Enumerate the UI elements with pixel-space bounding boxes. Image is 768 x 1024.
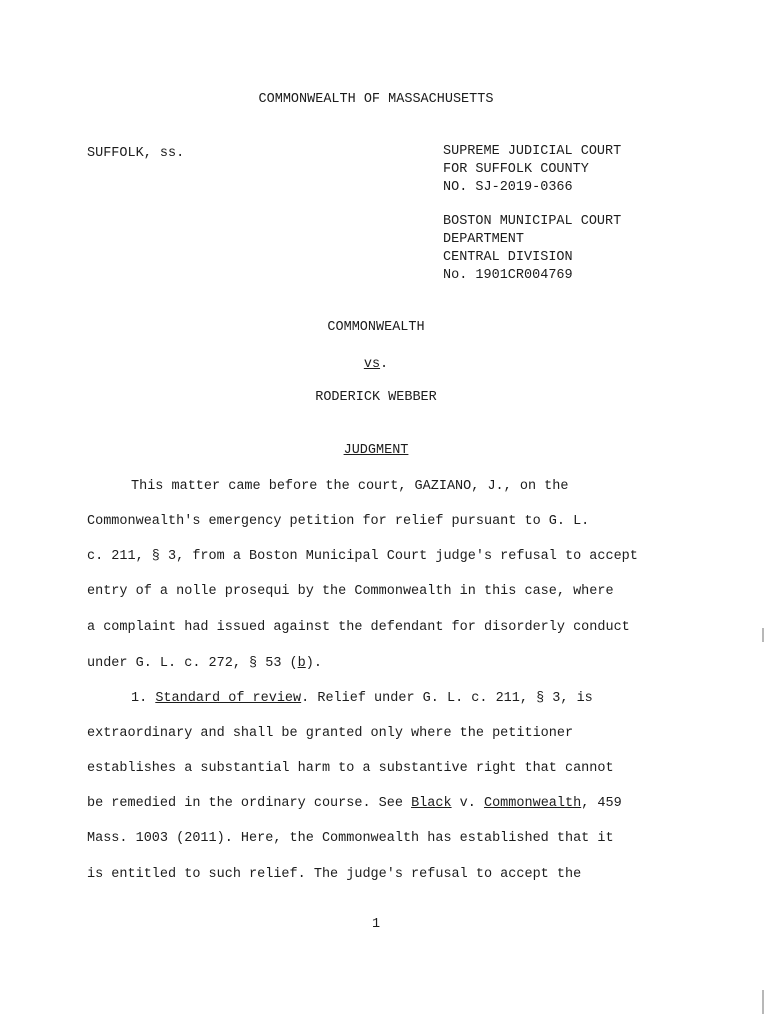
scan-mark	[762, 990, 764, 1014]
docket-number: No. 1901CR004769	[443, 268, 573, 283]
versus-text: vs	[363, 357, 381, 372]
text-run: under G. L. c. 272, § 53 (	[87, 656, 298, 671]
court-line: DEPARTMENT	[443, 232, 525, 247]
text-run: , 459	[581, 796, 622, 811]
body-line: c. 211, § 3, from a Boston Municipal Court judge's refusal to accept	[87, 549, 638, 564]
text-run: ).	[305, 656, 322, 671]
lower-court-block	[443, 213, 621, 285]
body-line: a complaint had issued against the defendant for disorderly conduct	[87, 620, 630, 635]
court-line: SUPREME JUDICIAL COURT	[443, 144, 622, 159]
body-line: Mass. 1003 (2011). Here, the Commonwealth has established that it	[87, 831, 614, 846]
versus-period: .	[380, 357, 389, 372]
document-title: COMMONWEALTH OF MASSACHUSETTS	[258, 92, 494, 107]
body-line: This matter came before the court, GAZIANO, J., on the	[131, 479, 569, 494]
caption-defendant: RODERICK WEBBER	[315, 390, 437, 405]
body-line: is entitled to such relief. The judge's refusal to accept the	[87, 867, 582, 882]
body-line: extraordinary and shall be granted only where the petitioner	[87, 726, 574, 741]
body-line: Commonwealth's emergency petition for relief pursuant to G. L.	[87, 514, 590, 529]
text-run: v.	[451, 796, 484, 811]
caption-versus	[0, 357, 752, 372]
county-designation: SUFFOLK, ss.	[87, 146, 185, 161]
text-run: be remedied in the ordinary course. See	[87, 796, 412, 811]
body-line	[131, 690, 593, 708]
judgment-heading	[0, 443, 752, 458]
docket-number: NO. SJ-2019-0366	[443, 180, 573, 195]
section-number: 1.	[131, 691, 148, 706]
case-name: Black	[411, 796, 452, 811]
caption-plaintiff: COMMONWEALTH	[327, 320, 425, 335]
body-line: entry of a nolle prosequi by the Commonwealth in this case, where	[87, 584, 614, 599]
subsection-letter: b	[297, 656, 306, 671]
section-heading: Standard of review	[155, 691, 302, 706]
page-number: 1	[371, 917, 381, 932]
body-line	[87, 795, 622, 813]
text-run: . Relief under G. L. c. 211, § 3, is	[301, 691, 593, 706]
judgment-heading-text: JUDGMENT	[343, 443, 409, 458]
court-block	[443, 143, 621, 197]
scan-mark	[762, 628, 764, 642]
body-line: establishes a substantial harm to a substantive right that cannot	[87, 761, 614, 776]
court-line: BOSTON MUNICIPAL COURT	[443, 214, 622, 229]
body-line	[87, 655, 322, 673]
court-line: FOR SUFFOLK COUNTY	[443, 162, 589, 177]
case-name: Commonwealth	[483, 796, 582, 811]
court-line: CENTRAL DIVISION	[443, 250, 573, 265]
